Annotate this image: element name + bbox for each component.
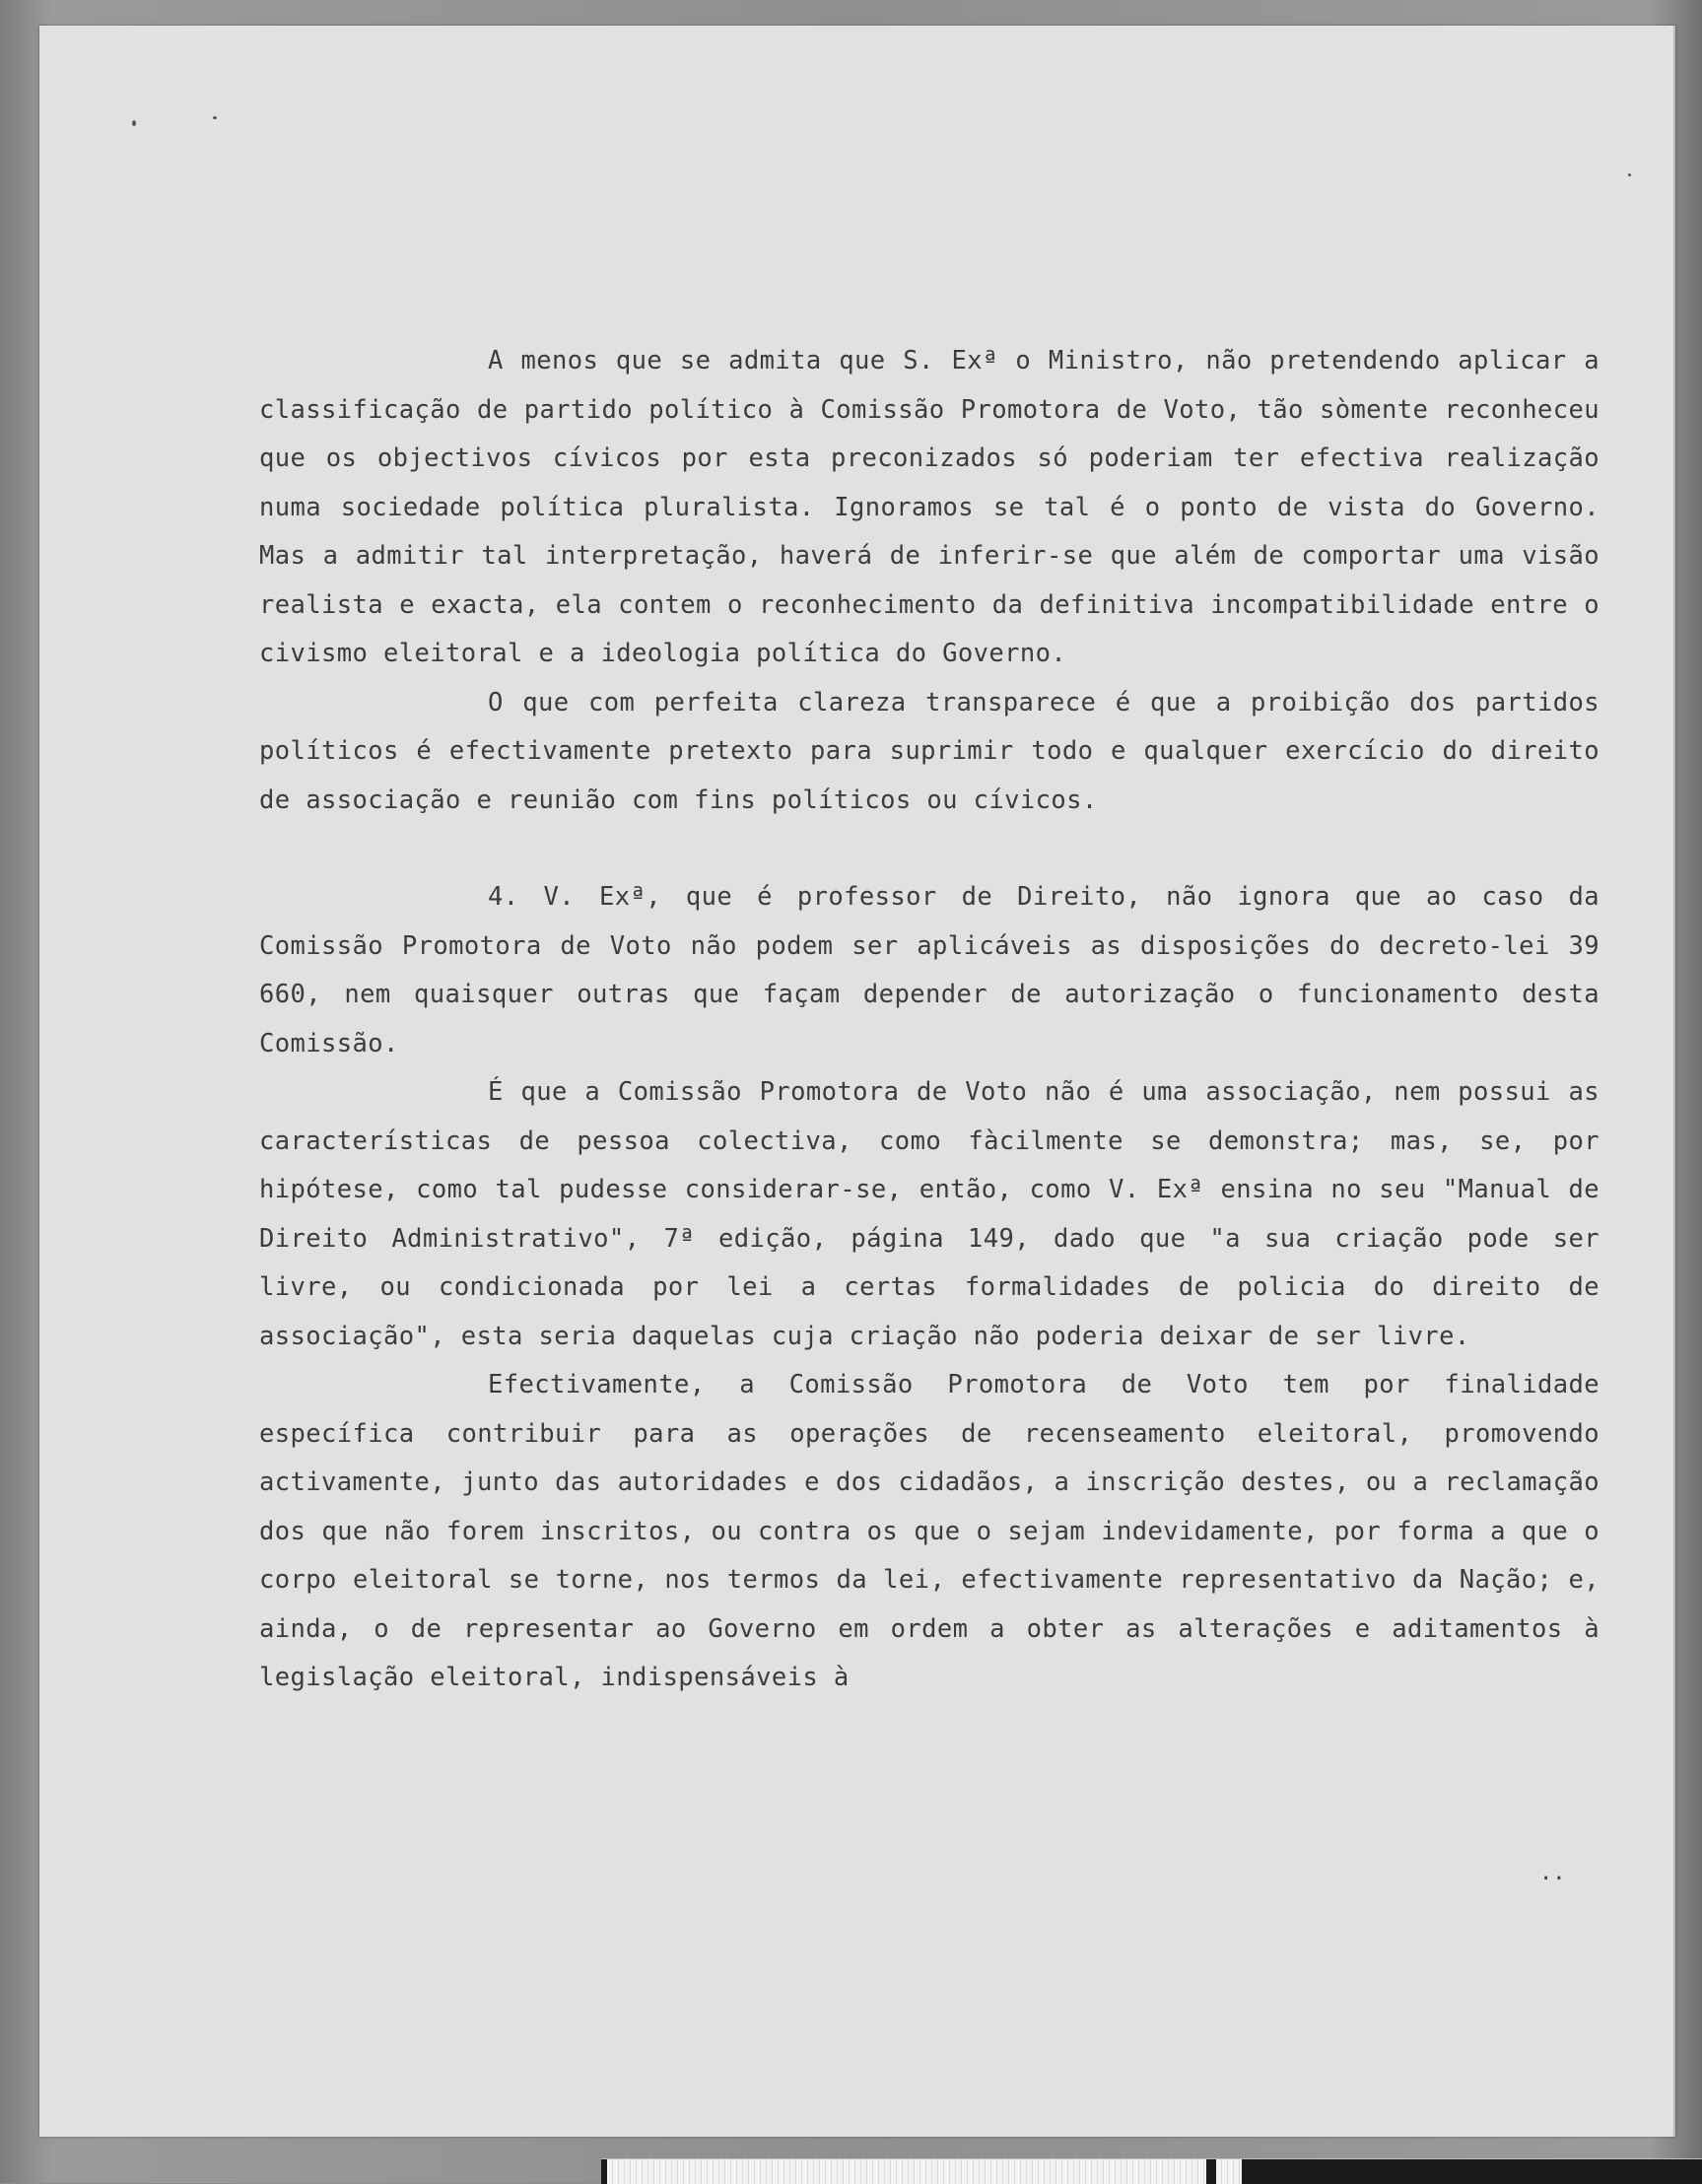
paragraph-5: Efectivamente, a Comissão Promotora de Voto tem por finalidade específica contribuir para as operações de recenseamento eleitoral, promovendo activamente, junto das autoridades e dos cidadãos, a inscrição destes, ou a reclamação dos que não forem inscritos, ou contra os que o sejam indevidamente, por forma a que o corpo eleitoral se torne, nos termos da lei, efectivamente representativo da Nação; e, ainda, o de representar ao Governo em ordem a obter as alterações e aditamentos à legislação eleitoral, indispensáveis à (259, 1370, 1600, 1692)
ink-speck (1628, 173, 1631, 176)
scan-ruler (601, 2158, 1702, 2184)
ruler-dark-segment (1242, 2159, 1702, 2184)
ink-speck (213, 116, 217, 119)
paragraph-4: É que a Comissão Promotora de Voto não é uma associação, nem possui as características de pessoa colectiva, como fàcilmente se demonstra; mas, se, por hipótese, como tal pudesse considerar-se, então, como V. Exª ensina no seu "Manual de Direito Administrativo", 7ª edição, página 149, dado que "a sua criação pode ser livre, ou condicionada por lei a certas formalidades de policia do direito de associação", esta seria daquelas cuja criação não poderia deixar de ser livre. (259, 1077, 1600, 1351)
letter-body (259, 337, 1600, 1703)
ink-speck (132, 120, 136, 126)
ruler-dark-segment (1206, 2159, 1216, 2184)
section-gap (259, 825, 1600, 873)
paragraph-1: A menos que se admita que S. Exª o Ministro, não pretendendo aplicar a classificação de partido político à Comissão Promotora de Voto, tão sòmente reconheceu que os objectivos cívicos por esta preconizados só poderiam ter efectiva realização numa sociedade política pluralista. Ignoramos se tal é o ponto de vista do Governo. Mas a admitir tal interpretação, haverá de inferir-se que além de comportar uma visão realista e exacta, ela contem o reconhecimento da definitiva incompatibilidade entre o civismo eleitoral e a ideologia política do Governo. (259, 346, 1600, 668)
continuation-mark: .. (1539, 1861, 1566, 1885)
paragraph-3: 4. V. Exª, que é professor de Direito, não ignora que ao caso da Comissão Promotora de Voto não podem ser aplicáveis as disposições do decreto-lei 39 660, nem quaisquer outras que façam depender de autorização o funcionamento desta Comissão. (259, 882, 1600, 1058)
paragraph-2: O que com perfeita clareza transparece é que a proibição dos partidos políticos é efectivamente pretexto para suprimir todo e qualquer exercício do direito de associação e reunião com fins políticos ou cívicos. (259, 687, 1600, 815)
ruler-dark-segment (601, 2159, 607, 2184)
